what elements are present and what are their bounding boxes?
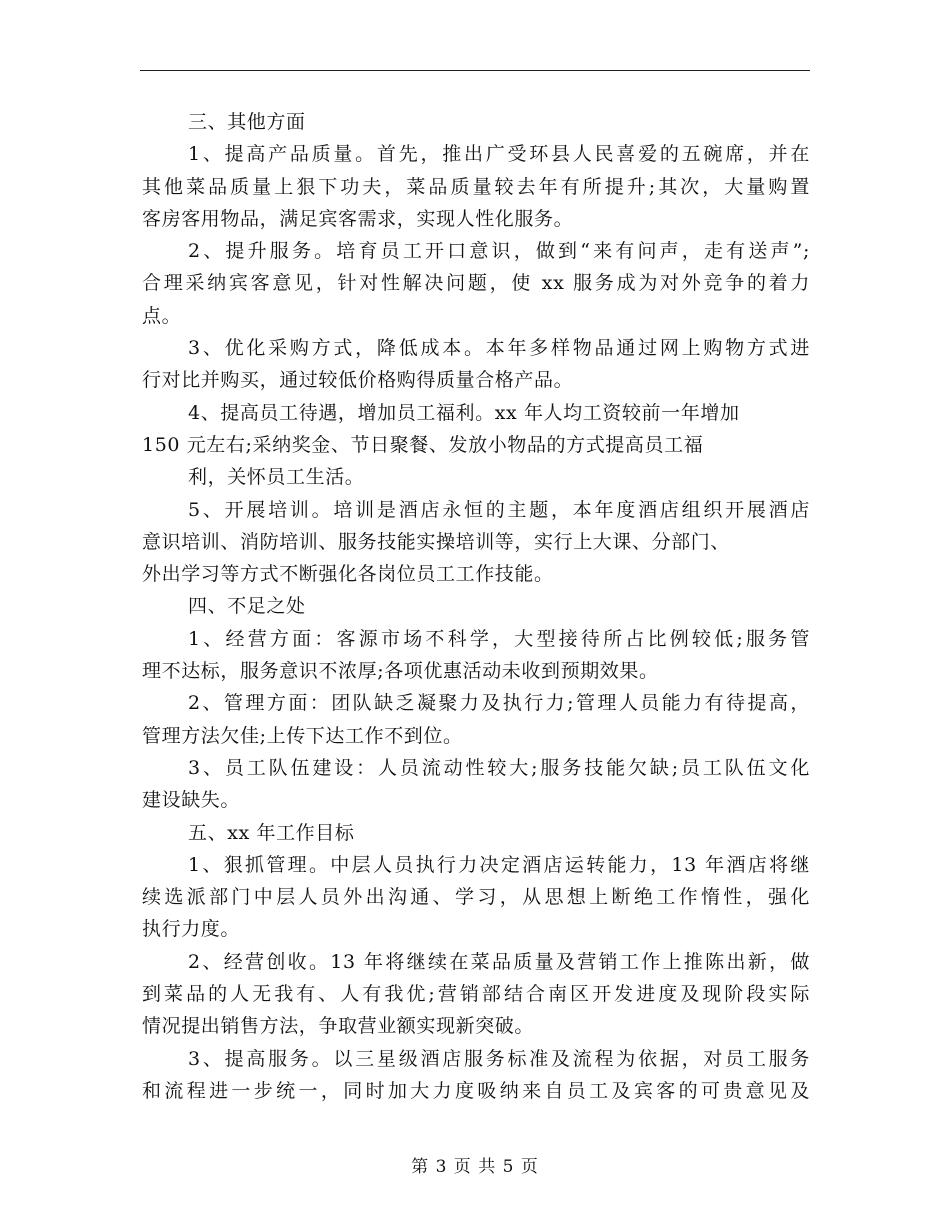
text-line: 理不达标，服务意识不浓厚;各项优惠活动未收到预期效果。 [142,660,659,683]
text-line: 2、管理方面：团队缺乏凝聚力及执行力;管理人员能力有待提高， [188,692,810,715]
document-body [142,106,814,1107]
text-line: 利，关怀员工生活。 [188,466,365,489]
text-line: 三、其他方面 [188,111,306,133]
text-line: 建设缺失。 [142,789,241,812]
text-line: 点。 [142,304,182,327]
text-line: 续选派部门中层人员外出沟通、学习，从思想上断绝工作惰性，强化 [142,886,810,909]
text-line: 1、经营方面：客源市场不科学，大型接待所占比例较低;服务管 [188,627,810,650]
text-line: 四、不足之处 [188,595,306,618]
text-line: 3、优化采购方式，降低成本。本年多样物品通过网上购物方式进 [188,337,810,360]
text-line: 合理采纳宾客意见，针对性解决问题，使 xx 服务成为对外竞争的着力 [142,272,810,295]
text-line: 150 元左右;采纳奖金、节日聚餐、发放小物品的方式提高员工福 [142,433,704,456]
text-line: 外出学习等方式不断强化各岗位员工工作技能。 [142,563,554,586]
page-footer: 第 3 页 共 5 页 [411,1157,539,1177]
text-line: 5、开展培训。培训是酒店永恒的主题，本年度酒店组织开展酒店 [188,498,810,521]
text-line: 4、提高员工待遇，增加员工福利。xx 年人均工资较前一年增加 [188,401,740,424]
text-line: 执行力度。 [142,918,241,941]
text-line: 1、提高产品质量。首先，推出广受环县人民喜爱的五碗席，并在 [188,143,810,166]
text-line: 五、xx 年工作目标 [188,821,355,844]
header-rule [140,70,810,71]
text-line: 2、提升服务。培育员工开口意识，做到“来有问声，走有送声”; [188,240,810,263]
text-line: 1、狠抓管理。中层人员执行力决定酒店运转能力，13 年酒店将继 [188,853,810,876]
text-line: 3、员工队伍建设：人员流动性较大;服务技能欠缺;员工队伍文化 [188,756,810,779]
text-line: 和流程进一步统一，同时加大力度吸纳来自员工及宾客的可贵意见及 [142,1079,810,1102]
text-line: 其他菜品质量上狠下功夫，菜品质量较去年有所提升;其次，大量购置 [142,175,810,198]
text-line: 意识培训、消防培训、服务技能实操培训等，实行上大课、分部门、 [142,530,731,553]
text-line: 行对比并购买，通过较低价格购得质量合格产品。 [142,369,574,392]
text-line: 到菜品的人无我有、人有我优;营销部结合南区开发进度及现阶段实际 [142,983,810,1006]
text-line: 客房客用物品，满足宾客需求，实现人性化服务。 [142,207,574,230]
text-line: 2、经营创收。13 年将继续在菜品质量及营销工作上推陈出新，做 [188,950,810,973]
text-line: 管理方法欠佳;上传下达工作不到位。 [142,724,463,747]
text-line: 情况提出销售方法，争取营业额实现新突破。 [142,1015,535,1038]
text-line: 3、提高服务。以三星级酒店服务标准及流程为依据，对员工服务 [188,1047,810,1070]
